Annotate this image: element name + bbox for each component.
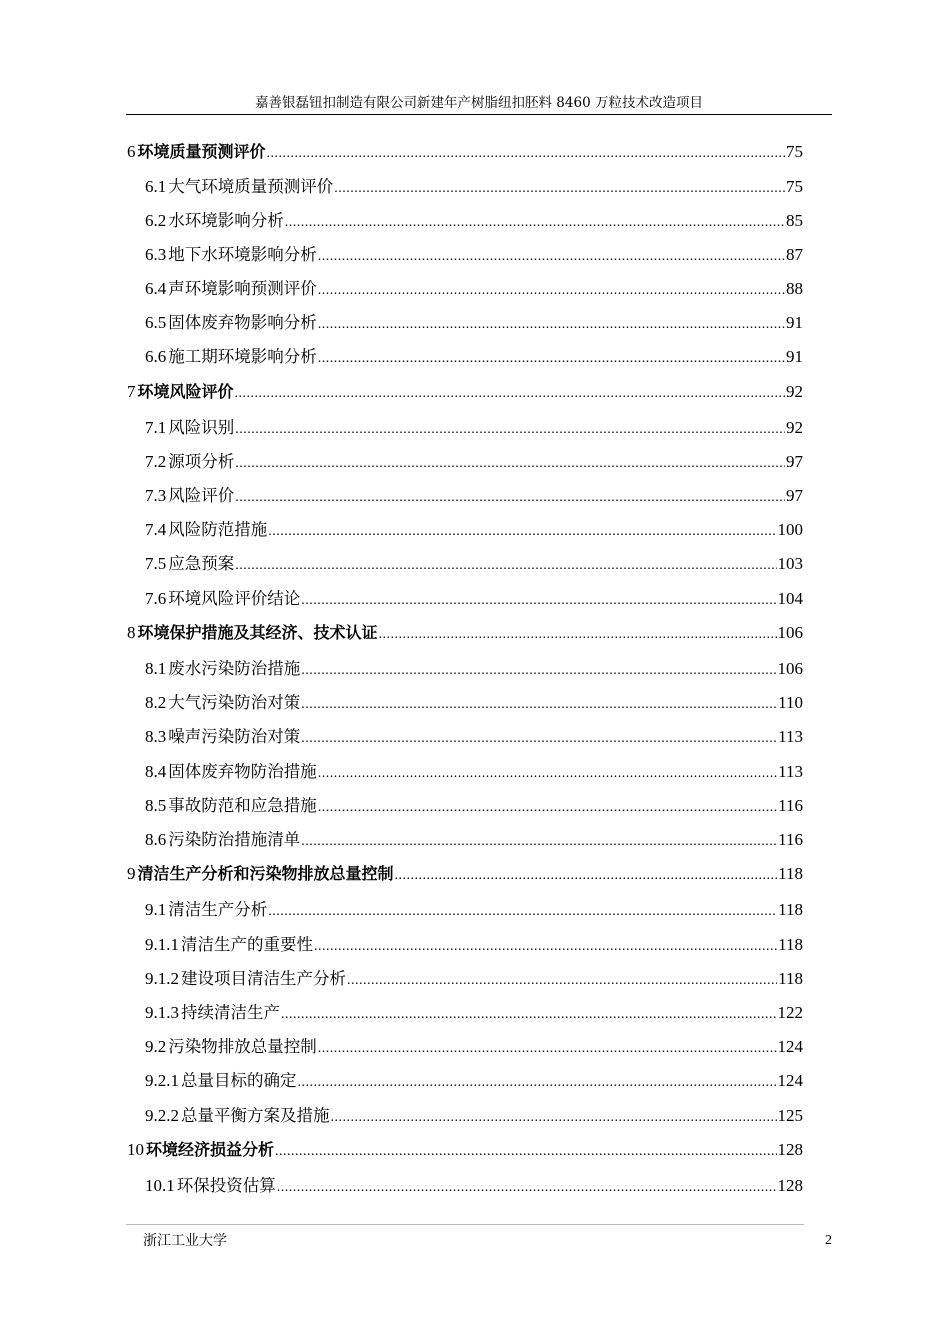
toc-entry-number: 6.1 [145, 177, 167, 196]
toc-entry [145, 1174, 803, 1198]
toc-dot-leader [235, 418, 785, 442]
toc-entry-page: 113 [778, 762, 803, 781]
toc-entry-page: 118 [778, 864, 803, 883]
toc-entry [145, 450, 803, 474]
toc-entry-number: 9.2.1 [145, 1071, 179, 1090]
toc-entry-page: 91 [786, 313, 803, 332]
toc-entry-title: 清洁生产的重要性 [181, 935, 313, 954]
toc-entry-number: 10 [127, 1140, 144, 1159]
toc-entry-number: 8.3 [145, 727, 167, 746]
toc-dot-leader [301, 589, 776, 613]
toc-entry-title: 环境保护措施及其经济、技术认证 [137, 623, 378, 642]
toc-entry-page: 124 [777, 1071, 803, 1090]
toc-entry-title: 清洁生产分析 [168, 900, 268, 919]
toc-dot-leader [235, 554, 776, 578]
toc-entry-title: 固体废弃物防治措施 [168, 762, 317, 781]
toc-entry-title: 风险评价 [168, 486, 235, 505]
toc-entry-number: 9 [127, 864, 136, 883]
toc-dot-leader [379, 623, 777, 647]
toc-entry-title: 建设项目清洁生产分析 [181, 969, 346, 988]
toc-entry-title: 事故防范和应急措施 [168, 796, 317, 815]
toc-entry-page: 128 [777, 1140, 803, 1159]
toc-entry-page: 75 [786, 177, 803, 196]
toc-entry-page: 106 [777, 659, 803, 678]
toc-dot-leader [235, 382, 785, 406]
toc-dot-leader [301, 693, 777, 717]
toc-entry-number: 9.1.2 [145, 969, 179, 988]
toc-entry-title: 风险识别 [168, 418, 235, 437]
toc-entry-number: 8.5 [145, 796, 167, 815]
toc-entry-title: 源项分析 [168, 452, 235, 471]
toc-entry-title: 声环境影响预测评价 [168, 279, 317, 298]
toc-entry-page: 118 [778, 969, 803, 988]
toc-entry-page: 97 [786, 486, 803, 505]
toc-entry [145, 175, 803, 199]
toc-entry-number: 6.6 [145, 347, 167, 366]
toc-dot-leader [275, 1140, 776, 1164]
toc-entry [127, 1138, 803, 1162]
toc-entry-number: 8 [127, 623, 136, 642]
toc-entry-page: 92 [786, 418, 803, 437]
toc-entry [145, 828, 803, 852]
toc-entry-number: 9.1.3 [145, 1003, 179, 1022]
toc-entry-page: 128 [777, 1176, 803, 1195]
toc-entry-number: 7.1 [145, 418, 167, 437]
toc-entry-page: 97 [786, 452, 803, 471]
toc-dot-leader [298, 1071, 777, 1095]
toc-entry-page: 92 [786, 382, 803, 401]
toc-entry-page: 91 [786, 347, 803, 366]
toc-dot-leader [268, 900, 777, 924]
toc-dot-leader [331, 1106, 777, 1130]
toc-entry-page: 110 [778, 693, 803, 712]
toc-entry-number: 6.4 [145, 279, 167, 298]
toc-dot-leader [301, 659, 776, 683]
toc-entry-page: 124 [777, 1037, 803, 1056]
toc-entry-number: 6.2 [145, 211, 167, 230]
toc-entry-number: 8.4 [145, 762, 167, 781]
toc-entry [127, 862, 803, 886]
toc-dot-leader [314, 935, 777, 959]
toc-dot-leader [235, 486, 785, 510]
toc-entry-page: 122 [777, 1003, 803, 1022]
toc-dot-leader [281, 1003, 777, 1027]
toc-entry-number: 10.1 [145, 1176, 175, 1195]
toc-entry-number: 7.4 [145, 520, 167, 539]
toc-dot-leader [235, 452, 785, 476]
toc-entry [145, 243, 803, 267]
toc-entry [127, 380, 803, 404]
toc-entry [145, 587, 803, 611]
toc-dot-leader [267, 142, 785, 166]
toc-entry-number: 9.2.2 [145, 1106, 179, 1125]
toc-dot-leader [285, 211, 785, 235]
toc-entry-number: 9.1 [145, 900, 167, 919]
footer-institution: 浙江工业大学 [143, 1233, 227, 1249]
toc-entry [145, 657, 803, 681]
toc-entry [145, 345, 803, 369]
toc-entry-title: 大气环境质量预测评价 [168, 177, 334, 196]
toc-entry-title: 风险防范措施 [168, 520, 268, 539]
toc-entry-title: 环境质量预测评价 [137, 142, 266, 161]
toc-entry [145, 725, 803, 749]
toc-entry-title: 大气污染防治对策 [168, 693, 301, 712]
toc-entry [145, 416, 803, 440]
toc-entry-title: 地下水环境影响分析 [168, 245, 317, 264]
toc-entry-number: 9.2 [145, 1037, 167, 1056]
toc-entry [145, 311, 803, 335]
toc-dot-leader [268, 520, 776, 544]
toc-entry-title: 环境风险评价 [137, 382, 234, 401]
toc-entry-page: 104 [777, 589, 803, 608]
toc-entry [145, 518, 803, 542]
toc-entry-page: 116 [778, 830, 803, 849]
toc-entry-number: 8.6 [145, 830, 167, 849]
toc-entry [145, 898, 803, 922]
toc-entry-page: 118 [778, 900, 803, 919]
toc-entry-number: 9.1.1 [145, 935, 179, 954]
toc-entry [145, 794, 803, 818]
toc-entry-page: 88 [786, 279, 803, 298]
toc-entry [145, 552, 803, 576]
toc-entry-number: 6.3 [145, 245, 167, 264]
toc-entry [145, 967, 803, 991]
toc-entry-title: 固体废弃物影响分析 [168, 313, 317, 332]
running-header: 嘉善银磊钮扣制造有限公司新建年产树脂纽扣胚料 8460 万粒技术改造项目 [255, 95, 703, 111]
toc-dot-leader [318, 347, 785, 371]
toc-entry-title: 环境风险评价结论 [168, 589, 301, 608]
toc-dot-leader [318, 762, 777, 786]
toc-entry-page: 125 [777, 1106, 803, 1125]
toc-entry [145, 209, 803, 233]
toc-entry-number: 7.3 [145, 486, 167, 505]
toc-entry-title: 持续清洁生产 [181, 1003, 280, 1022]
toc-entry-title: 施工期环境影响分析 [168, 347, 317, 366]
toc-entry-number: 7.2 [145, 452, 167, 471]
toc-entry-page: 87 [786, 245, 803, 264]
toc-entry [145, 1104, 803, 1128]
toc-entry-number: 7.6 [145, 589, 167, 608]
toc-entry-title: 应急预案 [168, 554, 235, 573]
toc-entry [145, 933, 803, 957]
toc-dot-leader [277, 1176, 777, 1200]
toc-entry-number: 7 [127, 382, 136, 401]
toc-entry-number: 6 [127, 142, 136, 161]
toc-entry-page: 103 [777, 554, 803, 573]
toc-entry [127, 140, 803, 164]
toc-dot-leader [395, 864, 778, 888]
toc-entry-number: 8.2 [145, 693, 167, 712]
toc-entry-title: 水环境影响分析 [168, 211, 284, 230]
toc-entry [145, 1001, 803, 1025]
toc-entry-page: 100 [777, 520, 803, 539]
toc-dot-leader [318, 279, 785, 303]
toc-entry-title: 环境经济损益分析 [146, 1140, 275, 1159]
toc-entry [127, 621, 803, 645]
toc-entry-title: 废水污染防治措施 [168, 659, 301, 678]
toc-entry-title: 清洁生产分析和污染物排放总量控制 [137, 864, 394, 883]
toc-entry-page: 106 [777, 623, 803, 642]
toc-entry-page: 118 [778, 935, 803, 954]
toc-entry [145, 1035, 803, 1059]
toc-dot-leader [318, 245, 785, 269]
toc-entry [145, 1069, 803, 1093]
toc-dot-leader [318, 1037, 777, 1061]
toc-entry-title: 污染物排放总量控制 [168, 1037, 317, 1056]
toc-dot-leader [347, 969, 777, 993]
footer-rule [126, 1224, 804, 1225]
toc-entry-title: 噪声污染防治对策 [168, 727, 301, 746]
toc-entry [145, 277, 803, 301]
toc-dot-leader [301, 830, 777, 854]
toc-dot-leader [301, 727, 777, 751]
toc-entry [145, 484, 803, 508]
toc-entry-title: 环保投资估算 [176, 1176, 276, 1195]
toc-dot-leader [334, 177, 785, 201]
toc-entry-title: 总量目标的确定 [181, 1071, 297, 1090]
toc-entry [145, 691, 803, 715]
toc-entry-page: 113 [778, 727, 803, 746]
toc-dot-leader [318, 796, 777, 820]
toc-entry [145, 760, 803, 784]
toc-entry-number: 6.5 [145, 313, 167, 332]
toc-entry-page: 116 [778, 796, 803, 815]
footer-page-number: 2 [825, 1233, 832, 1248]
toc-entry-title: 总量平衡方案及措施 [181, 1106, 330, 1125]
toc-entry-number: 7.5 [145, 554, 167, 573]
toc-entry-page: 85 [786, 211, 803, 230]
toc-entry-page: 75 [786, 142, 803, 161]
toc-entry-title: 污染防治措施清单 [168, 830, 301, 849]
toc-dot-leader [318, 313, 785, 337]
toc-entry-number: 8.1 [145, 659, 167, 678]
